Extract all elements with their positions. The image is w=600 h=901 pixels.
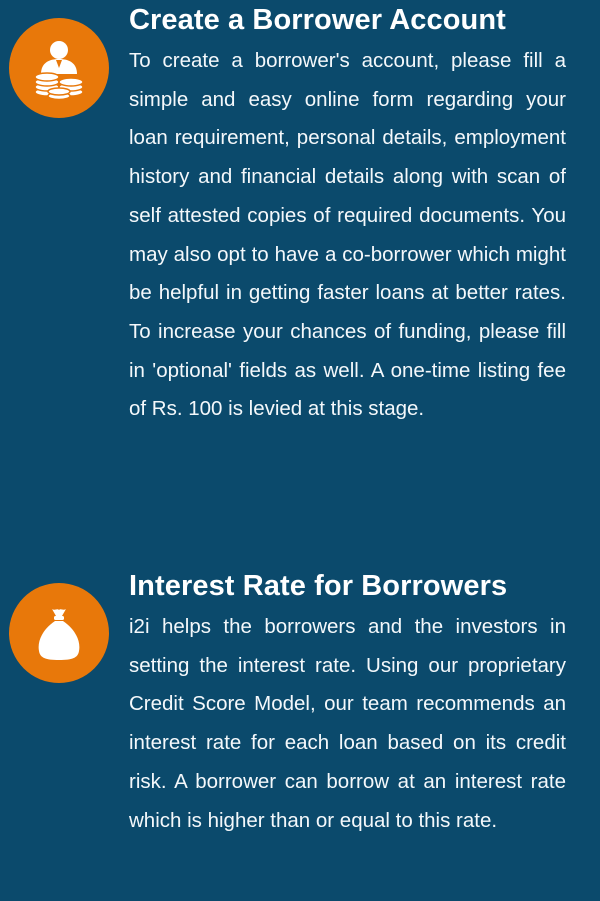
interest-rate-text (129, 566, 566, 840)
money-bag-icon-graphic (29, 603, 89, 663)
create-borrower-account-text (129, 0, 566, 429)
section-title: Create a Borrower Account (129, 4, 506, 36)
section-body: i2i helps the borrowers and the investors in setting the interest rate. Using our proprietary Credit Score Model, our team recommends an interest rate for each loan based on its credit risk. A borrower can borrow at an interest rate which is higher than or equal to this rate. (129, 615, 566, 832)
borrower-coins-icon-graphic (27, 36, 91, 100)
section-body: To create a borrower's account, please fill a simple and easy online form regarding your loan requirement, personal details, employment history and financial details along with scan of self attested copies of required documents. You may also opt to have a co-borrower which might be helpful in getting faster loans at better rates. To increase your chances of funding, please fill in 'optional' fields as well. A one-time listing fee of Rs. 100 is levied at this stage. (129, 49, 566, 421)
section-title: Interest Rate for Borrowers (129, 570, 508, 602)
borrower-coins-icon (9, 18, 109, 118)
money-bag-icon (9, 583, 109, 683)
